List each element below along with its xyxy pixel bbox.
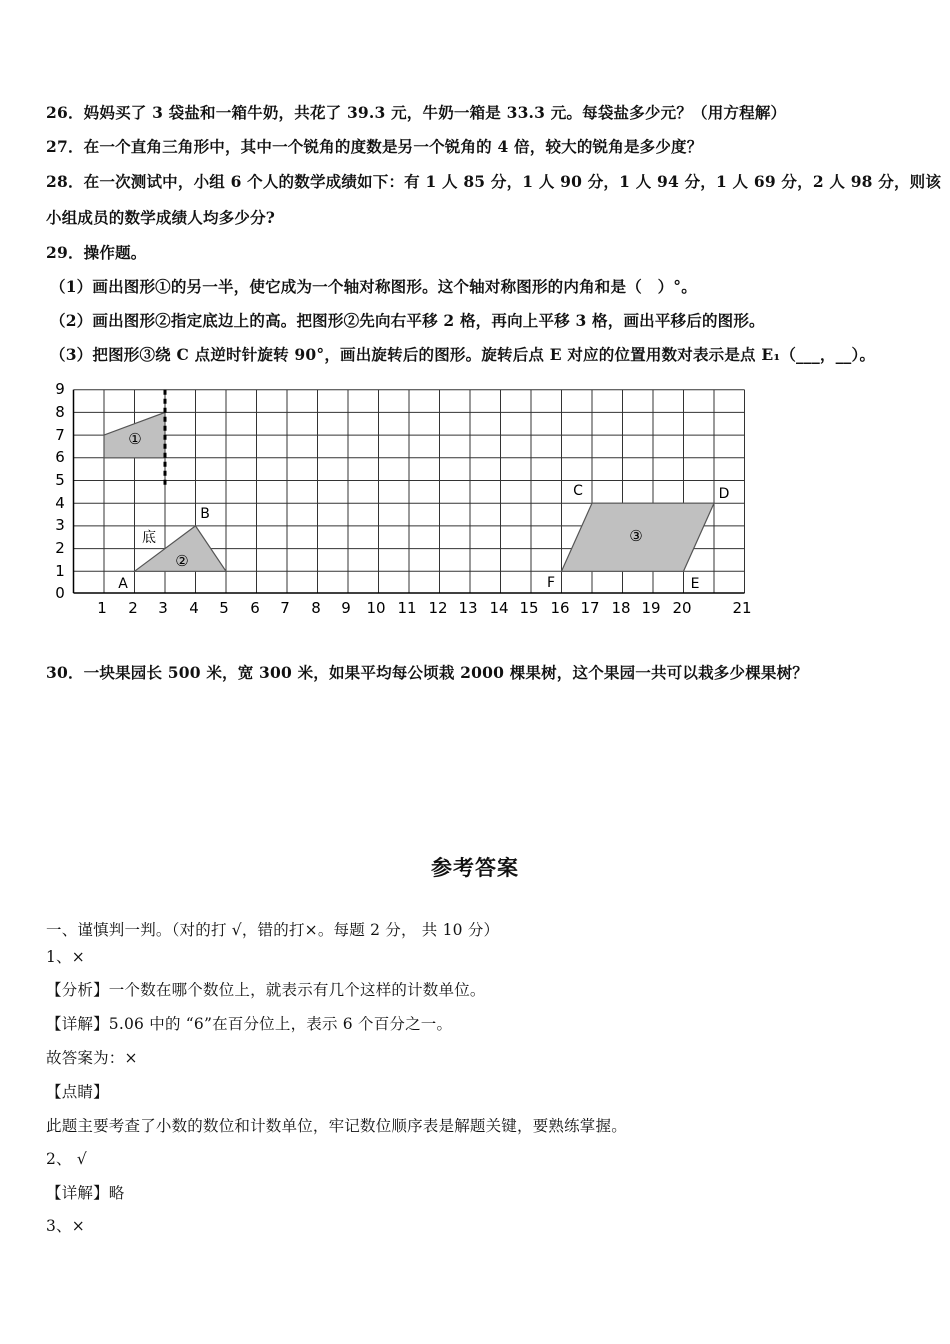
x-tick-label: 2 [128, 599, 138, 617]
answers-title: 参考答案 [431, 855, 519, 880]
y-tick-label: 2 [55, 539, 65, 557]
question-28-line2: 小组成员的数学成绩人均多少分? [46, 208, 276, 227]
answer-1-detail: 【详解】5.06 中的 “6”在百分位上，表示 6 个百分之一。 [46, 1015, 453, 1033]
answer-1: 1、× [46, 948, 85, 966]
answer-1-result: 故答案为：× [46, 1049, 138, 1067]
question-29-part2: （2）画出图形②指定底边上的高。把图形②先向右平移 2 格，再向上平移 3 格，画出平移后的图形。 [50, 311, 765, 330]
answer-2-detail: 【详解】略 [46, 1184, 125, 1202]
y-tick-label: 6 [55, 448, 65, 466]
y-tick-labels [55, 380, 65, 602]
x-tick-label: 11 [397, 599, 417, 617]
point-c-label: C [573, 483, 583, 499]
point-d-label: D [718, 486, 730, 502]
x-tick-label: 18 [611, 599, 631, 617]
x-tick-label: 12 [428, 599, 448, 617]
question-30: 30．一块果园长 500 米，宽 300 米，如果平均每公顷栽 2000 棵果树，这个果园一共可以栽多少棵果树？ [46, 663, 808, 682]
question-28-line1: 28．在一次测试中，小组 6 个人的数学成绩如下：有 1 人 85 分，1 人 90 分，1 人 94 分，1 人 69 分，2 人 98 分，则该 [46, 172, 942, 191]
answer-1-tip: 此题主要考查了小数的数位和计数单位，牢记数位顺序表是解题关键，要熟练掌握。 [46, 1117, 627, 1135]
x-tick-label: 4 [189, 599, 199, 617]
coordinate-grid-figure [0, 0, 950, 640]
point-b-label: B [200, 506, 210, 522]
answer-1-tip-label: 【点睛】 [46, 1083, 109, 1101]
shape-1-label: ① [128, 430, 142, 448]
x-tick-label: 16 [550, 599, 570, 617]
x-tick-label: 3 [158, 599, 168, 617]
x-tick-label: 21 [732, 599, 752, 617]
question-29-part3: （3）把图形③绕 C 点逆时针旋转 90°，画出旋转后的图形。旋转后点 E 对应的位置用数对表示是点 E₁（___，__）。 [50, 345, 876, 364]
answer-1-analysis: 【分析】一个数在哪个数位上，就表示有几个这样的计数单位。 [46, 981, 486, 999]
y-tick-label: 5 [55, 471, 65, 489]
x-tick-label: 10 [366, 599, 386, 617]
question-27: 27．在一个直角三角形中，其中一个锐角的度数是另一个锐角的 4 倍，较大的锐角是多少度？ [46, 137, 703, 156]
x-tick-label: 1 [97, 599, 107, 617]
question-26: 26．妈妈买了 3 袋盐和一箱牛奶，共花了 39.3 元，牛奶一箱是 33.3 元。每袋盐多少元？（用方程解） [46, 103, 787, 122]
x-tick-label: 19 [641, 599, 661, 617]
answer-3: 3、× [46, 1217, 85, 1235]
y-tick-label: 1 [55, 562, 65, 580]
point-e-label: E [690, 576, 700, 592]
answer-2: 2、 √ [46, 1150, 87, 1168]
x-tick-label: 5 [219, 599, 229, 617]
x-tick-label: 20 [672, 599, 692, 617]
x-tick-label: 6 [250, 599, 260, 617]
shape-2-label: ② [175, 552, 189, 570]
shape-3-label: ③ [629, 527, 643, 545]
base-label: 底 [142, 530, 156, 546]
x-tick-label: 7 [280, 599, 290, 617]
x-tick-label: 8 [311, 599, 321, 617]
x-tick-label: 13 [458, 599, 478, 617]
x-tick-label: 15 [519, 599, 539, 617]
y-tick-label: 4 [55, 494, 65, 512]
x-tick-label: 9 [341, 599, 351, 617]
question-29: 29．操作题。 [46, 243, 147, 262]
y-tick-label: 0 [55, 584, 65, 602]
question-29-part1: （1）画出图形①的另一半，使它成为一个轴对称图形。这个轴对称图形的内角和是（ ）°。 [50, 277, 697, 296]
y-tick-label: 3 [55, 516, 65, 534]
x-tick-label: 14 [489, 599, 509, 617]
y-tick-label: 9 [55, 380, 65, 398]
y-tick-label: 7 [55, 426, 65, 444]
x-tick-label: 17 [580, 599, 600, 617]
answers-section-1: 一、谨慎判一判。（对的打 √，错的打×。每题 2 分， 共 10 分） [46, 921, 500, 939]
y-tick-label: 8 [55, 403, 65, 421]
point-f-label: F [546, 575, 556, 591]
x-tick-labels [97, 599, 751, 617]
point-a-label: A [118, 576, 128, 592]
